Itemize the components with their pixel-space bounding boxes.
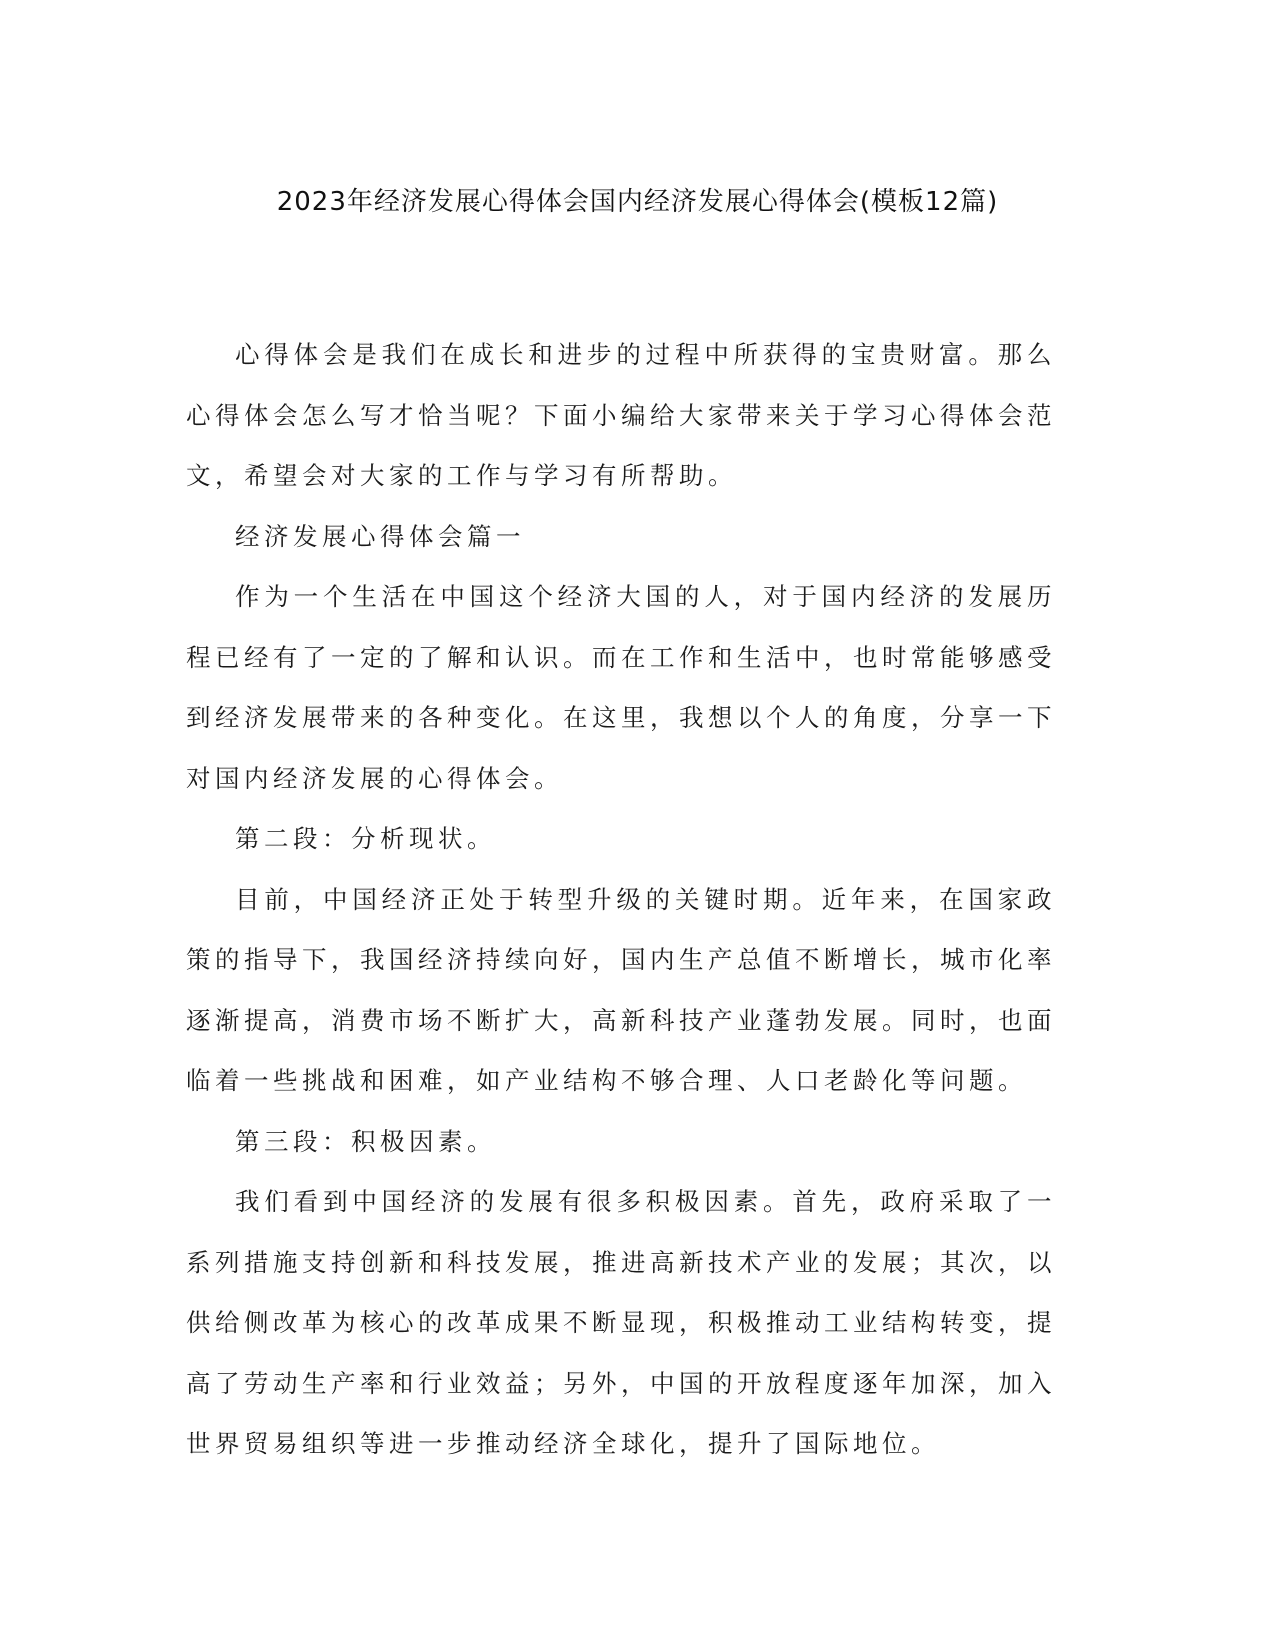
document-body [186,325,1056,1475]
body-paragraph: 我们看到中国经济的发展有很多积极因素。首先，政府采取了一系列措施支持创新和科技发展，推进高新技术产业的发展；其次，以供给侧改革为核心的改革成果不断显现，积极推动工业结构转变，提高了劳动生产率和行业效益；另外，中国的开放程度逐年加深，加入世界贸易组织等进一步推动经济全球化，提升了国际地位。 [186,1187,1056,1458]
intro-paragraph: 心得体会是我们在成长和进步的过程中所获得的宝贵财富。那么心得体会怎么写才恰当呢？下面小编给大家带来关于学习心得体会范文，希望会对大家的工作与学习有所帮助。 [186,340,1056,490]
section-heading-part-two: 第二段：分析现状。 [235,824,496,853]
document-title: 2023年经济发展心得体会国内经济发展心得体会(模板12篇) [276,187,999,217]
body-paragraph: 目前，中国经济正处于转型升级的关键时期。近年来，在国家政策的指导下，我国经济持续向好，国内生产总值不断增长，城市化率逐渐提高，消费市场不断扩大，高新科技产业蓬勃发展。同时，也面临着一些挑战和困难，如产业结构不够合理、人口老龄化等问题。 [186,884,1056,1095]
section-heading-part-one: 经济发展心得体会篇一 [235,521,525,551]
section-heading-part-three: 第三段：积极因素。 [235,1126,496,1156]
body-paragraph: 作为一个生活在中国这个经济大国的人，对于国内经济的发展历程已经有了一定的了解和认识。而在工作和生活中，也时常能够感受到经济发展带来的各种变化。在这里，我想以个人的角度，分享一下对国内经济发展的心得体会。 [186,582,1056,793]
